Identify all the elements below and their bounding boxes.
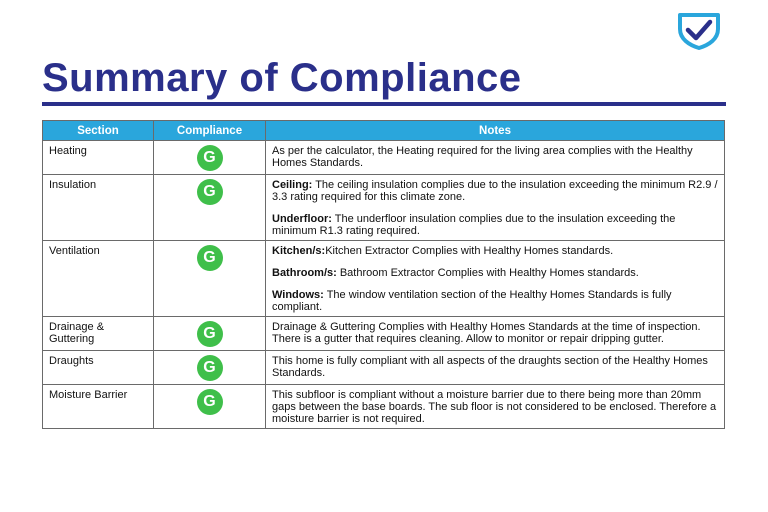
note-text: The window ventilation section of the Healthy Homes Standards is fully compliant. xyxy=(272,289,672,313)
compliance-cell xyxy=(154,175,266,241)
shield-check-icon xyxy=(674,12,724,50)
note-label: Underfloor: xyxy=(272,213,332,225)
note-text: As per the calculator, the Heating required for the living area complies with the Healthy Homes Standards. xyxy=(272,145,693,169)
note-text: This subfloor is compliant without a moisture barrier due to there being more than 20mm gaps between the base boards. The sub floor is not considered to be enclosed. Therefore a moisture barrier is not required. xyxy=(272,389,717,425)
table-row xyxy=(43,175,725,241)
table-row xyxy=(43,317,725,351)
note-text: Drainage & Guttering Complies with Healthy Homes Standards at the time of inspection. There is a gutter that requires cleaning. Allow to monitor or repair dripping gutter. xyxy=(272,321,701,345)
header-notes: Notes xyxy=(266,121,725,141)
note-paragraph xyxy=(272,179,718,203)
section-cell: Drainage & Guttering xyxy=(43,317,154,351)
compliance-cell xyxy=(154,241,266,317)
table-row xyxy=(43,385,725,429)
section-cell: Moisture Barrier xyxy=(43,385,154,429)
note-text: Bathroom Extractor Complies with Healthy Homes standards. xyxy=(336,267,639,279)
compliance-cell xyxy=(154,141,266,175)
note-text: The underfloor insulation complies due to the insulation exceeding the minimum R1.3 rating required. xyxy=(272,213,676,237)
section-cell: Heating xyxy=(43,141,154,175)
note-paragraph xyxy=(272,355,718,379)
note-paragraph xyxy=(272,267,718,279)
note-paragraph xyxy=(272,245,718,257)
note-text: This home is fully compliant with all aspects of the draughts section of the Healthy Homes Standards. xyxy=(272,355,708,379)
compliance-badge: G xyxy=(197,245,223,271)
note-label: Kitchen/s: xyxy=(272,245,326,257)
section-cell: Ventilation xyxy=(43,241,154,317)
note-paragraph xyxy=(272,213,718,237)
title-underline xyxy=(42,102,726,106)
compliance-badge: G xyxy=(197,145,223,171)
header-compliance: Compliance xyxy=(154,121,266,141)
section-cell: Insulation xyxy=(43,175,154,241)
notes-cell xyxy=(266,175,725,241)
page-title: Summary of Compliance xyxy=(42,56,522,100)
section-cell: Draughts xyxy=(43,351,154,385)
note-paragraph xyxy=(272,289,718,313)
note-label: Bathroom/s: xyxy=(272,267,337,279)
note-label: Ceiling: xyxy=(272,179,313,191)
notes-cell xyxy=(266,351,725,385)
compliance-table xyxy=(42,120,725,429)
compliance-badge: G xyxy=(197,321,223,347)
note-paragraph xyxy=(272,145,718,169)
note-label: Windows: xyxy=(272,289,324,301)
table-header-row xyxy=(43,121,725,141)
compliance-cell xyxy=(154,317,266,351)
notes-cell xyxy=(266,385,725,429)
compliance-cell xyxy=(154,385,266,429)
compliance-badge: G xyxy=(197,179,223,205)
notes-cell xyxy=(266,241,725,317)
header-section: Section xyxy=(43,121,154,141)
compliance-badge: G xyxy=(197,389,223,415)
note-paragraph xyxy=(272,389,718,425)
table-row xyxy=(43,241,725,317)
table-row xyxy=(43,141,725,175)
table-row xyxy=(43,351,725,385)
note-text: The ceiling insulation complies due to the insulation exceeding the minimum R2.9 / 3.3 rating required for this climate zone. xyxy=(272,179,718,203)
compliance-badge: G xyxy=(197,355,223,381)
notes-cell xyxy=(266,317,725,351)
note-paragraph xyxy=(272,321,718,345)
notes-cell xyxy=(266,141,725,175)
note-text: Kitchen Extractor Complies with Healthy Homes standards. xyxy=(325,245,614,257)
compliance-cell xyxy=(154,351,266,385)
